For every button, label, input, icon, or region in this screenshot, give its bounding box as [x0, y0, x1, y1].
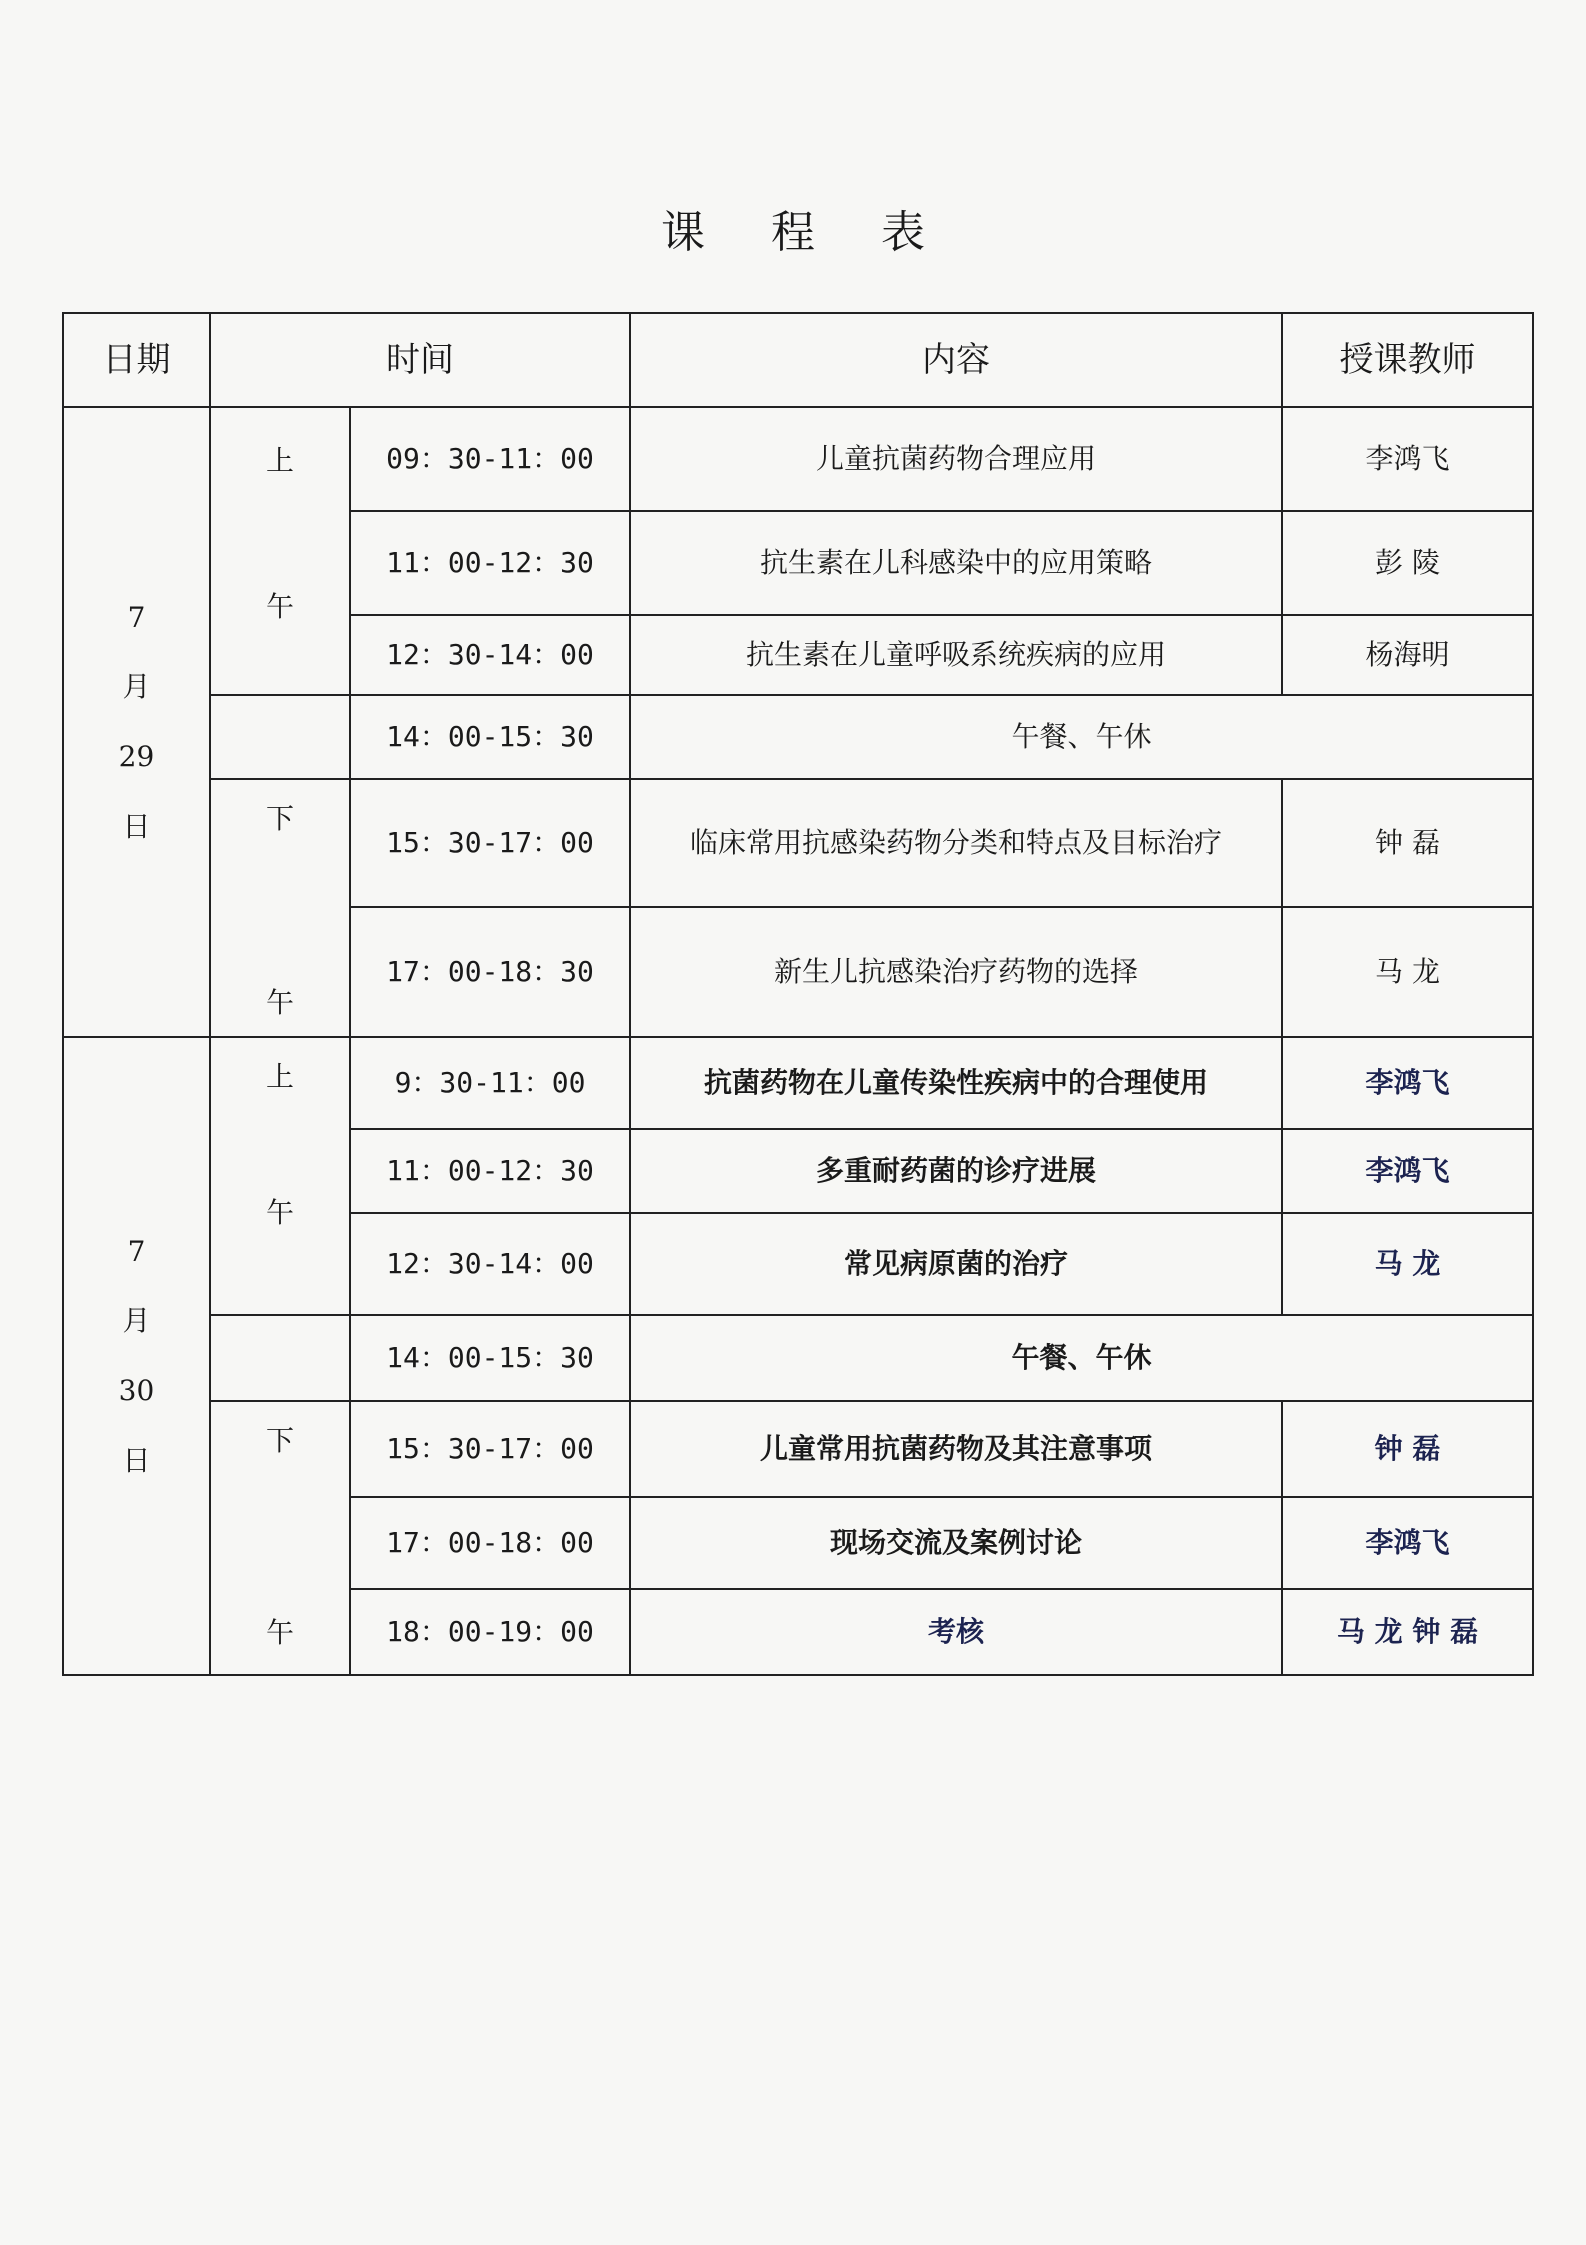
break-label: 午餐、午休	[630, 695, 1533, 779]
session-teacher: 彭 陵	[1282, 511, 1533, 615]
morning-label-day1	[210, 407, 350, 695]
session-teacher: 杨海明	[1282, 615, 1533, 695]
session-teacher: 马 龙	[1282, 1213, 1533, 1315]
session-time: 17：00-18：30	[350, 907, 630, 1037]
session-teacher: 李鸿飞	[1282, 1497, 1533, 1589]
session-content: 抗生素在儿科感染中的应用策略	[630, 511, 1282, 615]
date-char: 7	[127, 1234, 146, 1268]
course-schedule-table	[62, 312, 1534, 1676]
session-teacher: 李鸿飞	[1282, 407, 1533, 511]
table-row	[63, 779, 1533, 907]
date-cell-day1	[63, 407, 210, 1037]
break-time: 14：00-15：30	[350, 1315, 630, 1401]
date-char: 29	[118, 740, 155, 773]
break-row	[63, 695, 1533, 779]
header-time: 时间	[210, 313, 630, 407]
session-time: 9：30-11：00	[350, 1037, 630, 1129]
ampm-char: 下	[265, 802, 294, 835]
break-blank	[210, 695, 350, 779]
date-char: 7	[127, 600, 146, 634]
session-time: 11：00-12：30	[350, 511, 630, 615]
ampm-char: 午	[265, 1616, 294, 1650]
session-content: 现场交流及案例讨论	[630, 1497, 1282, 1589]
session-teacher: 钟 磊	[1282, 779, 1533, 907]
table-row	[63, 1401, 1533, 1497]
session-teacher: 钟 磊	[1282, 1401, 1533, 1497]
break-blank	[210, 1315, 350, 1401]
session-content: 多重耐药菌的诊疗进展	[630, 1129, 1282, 1213]
session-time: 15：30-17：00	[350, 779, 630, 907]
session-content: 抗菌药物在儿童传染性疾病中的合理使用	[630, 1037, 1282, 1129]
break-row	[63, 1315, 1533, 1401]
date-cell-day2	[63, 1037, 210, 1675]
page-title: 课 程 表	[661, 207, 951, 258]
session-content: 常见病原菌的治疗	[630, 1213, 1282, 1315]
date-char: 月	[122, 670, 151, 704]
header-row	[63, 313, 1533, 407]
session-content: 考核	[630, 1589, 1282, 1675]
session-teacher: 李鸿飞	[1282, 1129, 1533, 1213]
session-time: 12：30-14：00	[350, 1213, 630, 1315]
morning-label-day2	[210, 1037, 350, 1315]
date-char: 日	[122, 809, 151, 843]
session-content: 儿童常用抗菌药物及其注意事项	[630, 1401, 1282, 1497]
afternoon-label-day1	[210, 779, 350, 1037]
header-date: 日期	[63, 313, 210, 407]
session-content: 临床常用抗感染药物分类和特点及目标治疗	[630, 779, 1282, 907]
ampm-char: 午	[265, 986, 294, 1020]
afternoon-label-day2	[210, 1401, 350, 1675]
session-teacher: 李鸿飞	[1282, 1037, 1533, 1129]
table-row	[63, 1037, 1533, 1129]
ampm-char: 上	[265, 1060, 294, 1093]
session-teacher: 马 龙	[1282, 907, 1533, 1037]
ampm-char: 午	[265, 590, 294, 624]
session-content: 抗生素在儿童呼吸系统疾病的应用	[630, 615, 1282, 695]
session-time: 12：30-14：00	[350, 615, 630, 695]
session-teacher: 马 龙 钟 磊	[1282, 1589, 1533, 1675]
date-char: 月	[122, 1304, 151, 1338]
session-time: 18：00-19：00	[350, 1589, 630, 1675]
session-content: 新生儿抗感染治疗药物的选择	[630, 907, 1282, 1037]
table-row	[63, 407, 1533, 511]
session-content: 儿童抗菌药物合理应用	[630, 407, 1282, 511]
ampm-char: 上	[265, 444, 294, 477]
date-char: 日	[122, 1443, 151, 1477]
header-teacher: 授课教师	[1282, 313, 1533, 407]
ampm-char: 午	[265, 1196, 294, 1230]
header-content: 内容	[630, 313, 1282, 407]
session-time: 15：30-17：00	[350, 1401, 630, 1497]
ampm-char: 下	[265, 1424, 294, 1457]
session-time: 11：00-12：30	[350, 1129, 630, 1213]
session-time: 17：00-18：00	[350, 1497, 630, 1589]
break-label: 午餐、午休	[630, 1315, 1533, 1401]
break-time: 14：00-15：30	[350, 695, 630, 779]
date-char: 30	[118, 1374, 155, 1407]
session-time: 09：30-11：00	[350, 407, 630, 511]
